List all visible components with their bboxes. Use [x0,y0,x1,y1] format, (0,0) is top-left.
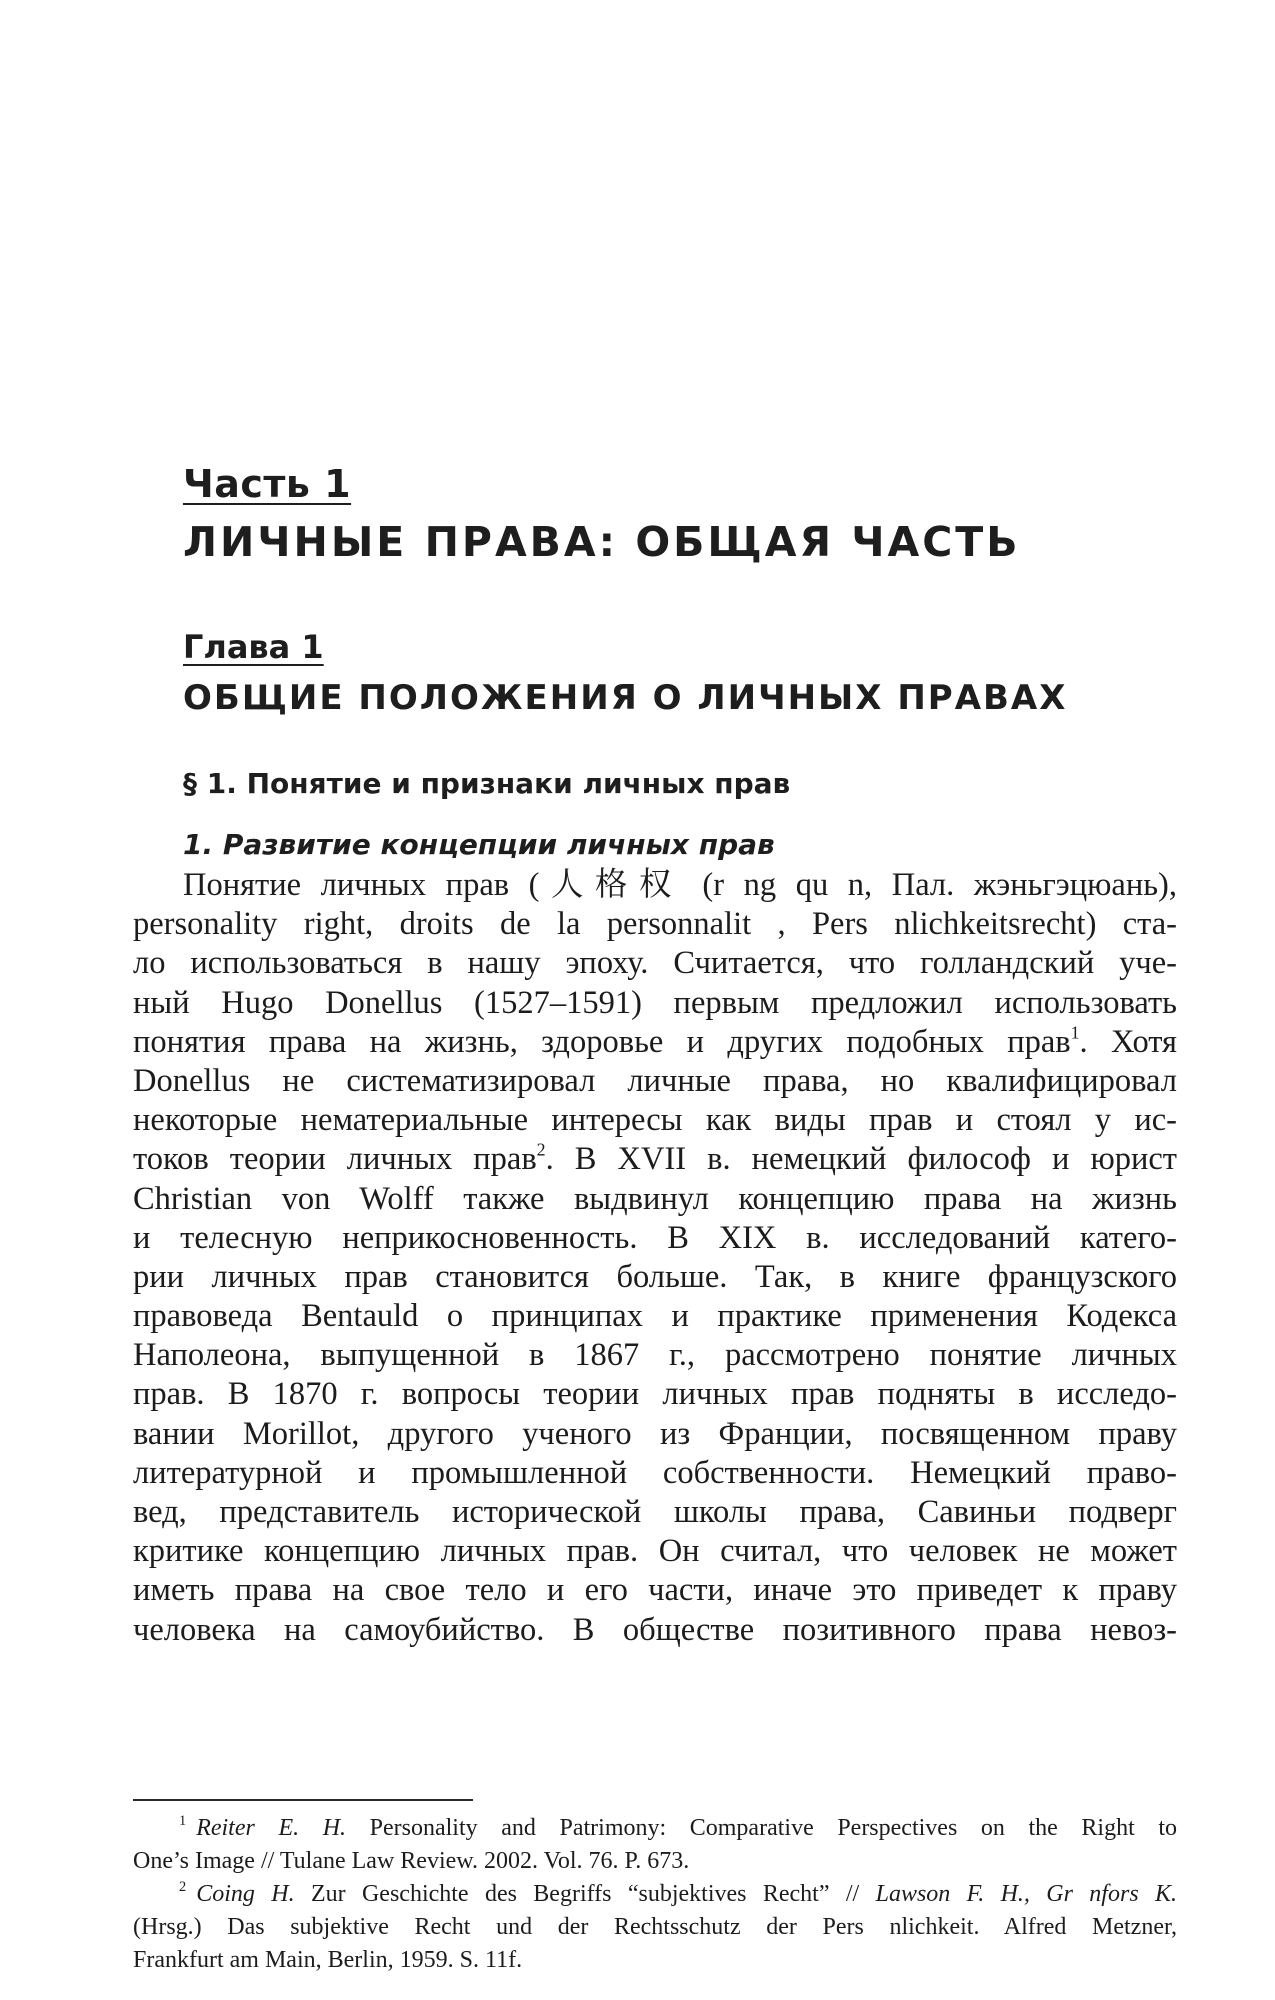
footnote-text: Zur Geschichte des Begriffs “subjektives Recht” // [310,1881,860,1907]
body-line: некоторые нематериальные интересы как виды прав и стоял у ис- [133,1102,1177,1139]
body-line-part: понятия права на жизнь, здоровье и других подобных прав [133,1023,1071,1060]
body-line-part: . Хотя [1079,1023,1177,1060]
body-line-part: . В XVII в. немецкий философ и юрист [545,1141,1177,1178]
body-line: ло использоваться в нашу эпоху. Считается, что голландский уче- [133,945,1177,982]
body-line-part: токов теории личных прав [133,1141,537,1178]
body-line: литературной и промышленной собственности. Немецкий право- [133,1454,1177,1491]
body-line: вании Morillot, другого ученого из Франции, посвященном праву [133,1415,1177,1452]
footnote-mark: 1 [179,1812,187,1829]
body-line: и телесную неприкосновенность. В XIX в. исследований катего- [133,1219,1177,1256]
footnote-line: Frankfurt am Main, Berlin, 1959. S. 11f. [133,1947,523,1973]
subsection-title: 1. Развитие концепции личных прав [183,828,775,861]
footnote-author: Coing H. [196,1881,295,1907]
body-line: вед, представитель исторической школы права, Савиньи подверг [133,1494,1177,1530]
body-line: ный Hugo Donellus (1527–1591) первым предложил использовать [133,984,1177,1021]
chapter-label: Глава 1 [183,628,324,666]
footnote-mark: 2 [179,1878,187,1895]
body-line: правоведа Bentauld о принципах и практике применения Кодекса [133,1298,1177,1335]
body-line: Donellus не систематизировал личные права, но квалифицировал [133,1062,1177,1099]
body-line: прав. В 1870 г. вопросы теории личных прав подняты в исследо- [133,1376,1177,1413]
part-title: ЛИЧНЫЕ ПРАВА: ОБЩАЯ ЧАСТЬ [183,518,1021,566]
part-label: Часть 1 [183,462,352,506]
footnote-divider [133,1799,473,1801]
footnote-author: Lawson F. H., Gr nfors K. [875,1881,1178,1907]
chapter-title: ОБЩИЕ ПОЛОЖЕНИЯ О ЛИЧНЫХ ПРАВАХ [183,678,1068,718]
body-line [133,1023,1177,1062]
body-line [133,1140,1177,1179]
footnote-line: One’s Image // Tulane Law Review. 2002. Vol. 76. P. 673. [133,1848,690,1874]
footnote-line [133,1878,1177,1911]
footnote-author: Reiter E. H. [196,1815,347,1841]
section-title: § 1. Понятие и признаки личных прав [183,767,791,800]
body-text [133,866,1177,1650]
footnote-line [133,1812,1177,1845]
body-line: Christian von Wolff также выдвинул концепцию права на жизнь [133,1180,1177,1217]
footnote-ref: 2 [536,1139,546,1160]
body-line: человека на самоубийство. В обществе позитивного права невоз- [133,1611,1177,1648]
body-line: personality right, droits de la personnalit , Pers nlichkeitsrecht) ста- [133,906,1177,943]
footnote-text: Personality and Patrimony: Comparative Perspectives on the Right to [369,1815,1178,1841]
footnote-ref: 1 [1070,1022,1080,1043]
footnote-line: (Hrsg.) Das subjektive Recht und der Rechtsschutz der Pers nlichkeit. Alfred Metzner, [133,1914,1177,1940]
body-line: иметь права на свое тело и его части, иначе это приведет к праву [133,1572,1177,1609]
body-line: Понятие личных прав (人格权 (r ng qu n, Пал. жэньгэцюань), [183,867,1177,903]
body-line: Наполеона, выпущенной в 1867 г., рассмотрено понятие личных [133,1337,1177,1374]
body-line: критике концепцию личных прав. Он считал, что человек не может [133,1533,1177,1570]
body-line: рии личных прав становится больше. Так, в книге французского [133,1258,1177,1295]
footnotes [133,1812,1177,1977]
